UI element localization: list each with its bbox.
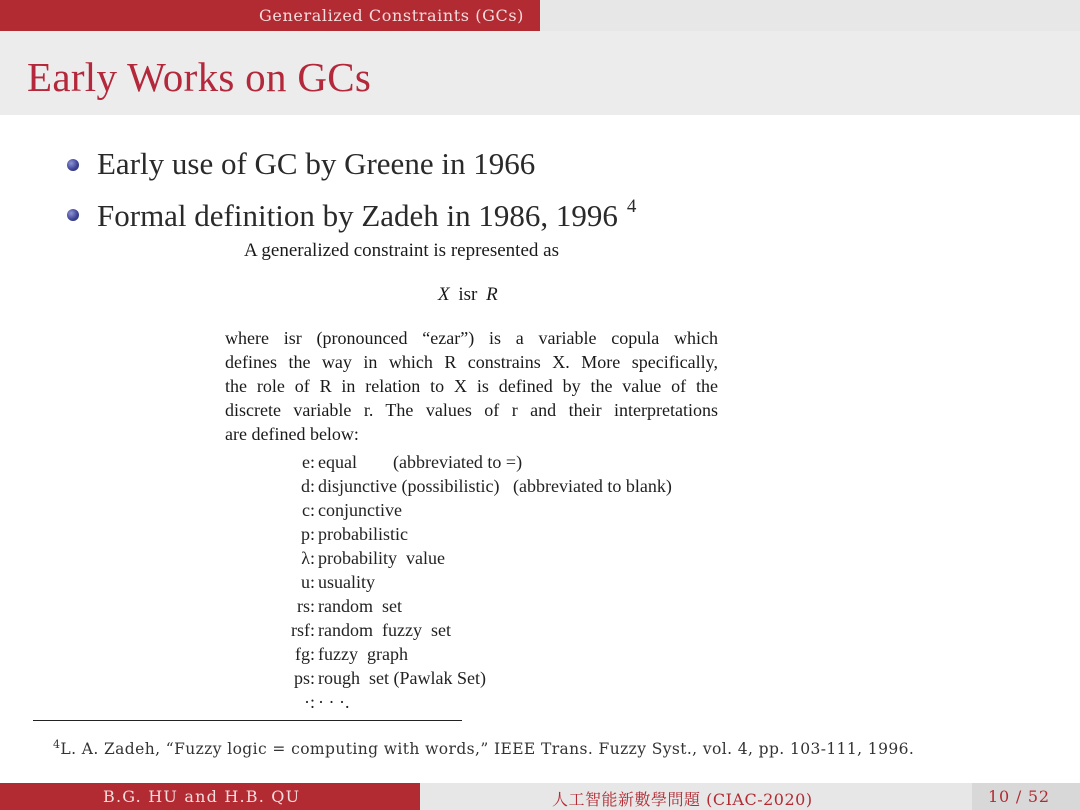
definition-value: disjunctive (possibilistic) (abbreviated to blank) — [318, 476, 672, 496]
definition-value: random set — [318, 596, 402, 616]
definition-key: rs: — [297, 596, 315, 616]
paragraph-line: where isr (pronounced “ezar”) is a variable copula which — [225, 328, 718, 348]
definition-key: rsf: — [291, 620, 315, 640]
section-title-box — [0, 0, 540, 31]
definition-key: d: — [300, 476, 315, 496]
footnote-mark: 4 — [626, 196, 637, 217]
definition-key: c: — [302, 500, 315, 520]
definition-key: ps: — [293, 668, 315, 688]
footer-bar — [0, 783, 1080, 810]
definition-row — [225, 500, 745, 524]
paragraph-line: are defined below: — [225, 424, 359, 444]
definition-row — [225, 668, 745, 692]
formula-x: X — [438, 284, 450, 305]
definition-row — [225, 596, 745, 620]
definition-key: ·: — [304, 692, 315, 712]
section-header-bar — [0, 0, 1080, 31]
footer-authors: B.G. HU and H.B. QU — [103, 787, 301, 806]
footnote-number: 4 — [53, 738, 61, 751]
slide-title: Early Works on GCs — [27, 54, 372, 100]
footer-page-box — [972, 783, 1080, 810]
page-number: 10 / 52 — [988, 787, 1050, 806]
definition-key: fg: — [295, 644, 315, 664]
definition-row — [225, 692, 745, 716]
definition-row — [225, 452, 745, 476]
paragraph-line: discrete variable r. The values of r and their interpretations — [225, 400, 718, 420]
footer-event: 人工智能新數學問題 (CIAC-2020) — [552, 790, 813, 809]
definition-value: rough set (Pawlak Set) — [318, 668, 486, 688]
definition-row — [225, 644, 745, 668]
footer-event-box — [420, 783, 972, 810]
bullet-ball-icon — [67, 159, 79, 171]
definition-value: · · ·. — [318, 692, 350, 712]
footnote — [33, 734, 1033, 760]
definition-row — [225, 572, 745, 596]
definition-value: conjunctive — [318, 500, 402, 520]
definition-value: probability value — [318, 548, 445, 568]
footer-authors-box — [0, 783, 420, 810]
definition-row — [225, 620, 745, 644]
definition-list — [225, 452, 745, 716]
excerpt-paragraph — [225, 326, 718, 446]
bullet-ball-icon — [67, 209, 79, 221]
definition-key: p: — [300, 524, 315, 544]
definition-row — [225, 524, 745, 548]
excerpt-intro: A generalized constraint is represented as — [244, 240, 559, 261]
definition-key: u: — [300, 572, 315, 592]
definition-value: random fuzzy set — [318, 620, 451, 640]
definition-key: λ: — [301, 548, 315, 568]
definition-value: fuzzy graph — [318, 644, 408, 664]
definition-row — [225, 476, 745, 500]
bullet-text: Early use of GC by Greene in 1966 — [97, 146, 536, 181]
formula-r: R — [486, 284, 498, 305]
definition-key: e: — [302, 452, 315, 472]
definition-row — [225, 548, 745, 572]
formula-op: isr — [458, 284, 478, 305]
footnote-text: L. A. Zadeh, “Fuzzy logic = computing with words,” IEEE Trans. Fuzzy Syst., vol. 4, pp. 103-111, 1996. — [60, 740, 915, 758]
paragraph-line: defines the way in which R constrains X. More specifically, — [225, 352, 718, 372]
paragraph-line: the role of R in relation to X is defined by the value of the — [225, 376, 718, 396]
definition-value: probabilistic — [318, 524, 408, 544]
footnote-rule — [33, 720, 462, 721]
excerpt-formula — [438, 284, 498, 306]
slide-title-bar — [0, 31, 1080, 115]
section-header-filler — [540, 0, 1080, 31]
definition-value: equal (abbreviated to =) — [318, 452, 523, 472]
bullet-text: Formal definition by Zadeh in 1986, 1996 $^4$ — [97, 196, 637, 233]
section-title: Generalized Constraints (GCs) — [259, 6, 524, 25]
definition-value: usuality — [318, 572, 375, 592]
